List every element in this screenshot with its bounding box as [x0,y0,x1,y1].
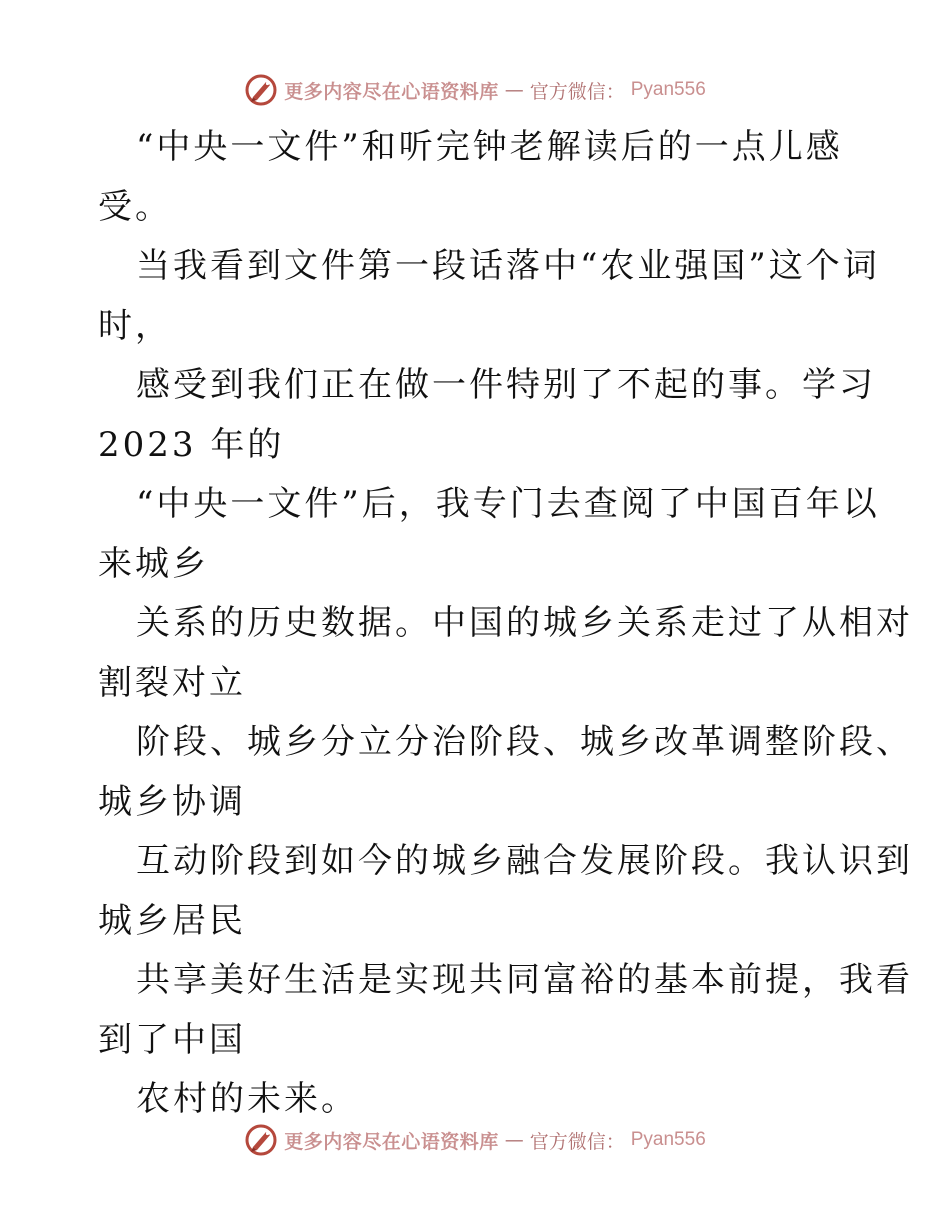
body-line-15: 共享美好生活是实现共同富裕的基本前提，我看 [136,960,913,1000]
body-line-4: 时， [98,305,172,346]
header-banner-inner [244,73,706,107]
footer-separator: — [504,1129,524,1151]
body-line-3: 当我看到文件第一段话落中“农业强国”这个词 [136,246,880,286]
body-line-6: 2023 年的 [98,424,285,465]
footer-wechat-label: 官方微信： [529,1130,625,1153]
header-wechat-label: 官方微信： [529,80,625,103]
body-line-5: 感受到我们正在做一件特别了不起的事。学习 [136,365,876,405]
footer-banner [0,1120,950,1160]
header-banner [0,70,950,110]
body-line-13: 互动阶段到如今的城乡融合发展阶段。我认识到 [136,841,913,881]
body-line-8: 来城乡 [98,543,209,584]
pen-logo-icon [244,73,278,107]
body-line-9: 关系的历史数据。中国的城乡关系走过了从相对 [136,603,913,643]
document-body [98,118,913,1130]
body-line-16: 到了中国 [98,1019,246,1060]
header-separator: — [504,79,524,101]
body-line-11: 阶段、城乡分立分治阶段、城乡改革调整阶段、 [136,722,913,762]
body-line-7: “中央一文件”后，我专门去查阅了中国百年以 [136,484,880,524]
footer-brand-text: 更多内容尽在心语资料库 [284,1130,499,1153]
footer-banner-inner [244,1123,706,1157]
body-line-12: 城乡协调 [98,781,246,822]
pen-logo-icon [244,1123,278,1157]
body-line-2: 受。 [98,186,172,227]
header-brand-text: 更多内容尽在心语资料库 [284,80,499,103]
header-wechat-id: Pyan556 [630,79,706,100]
body-line-10: 割裂对立 [98,662,246,703]
footer-wechat-id: Pyan556 [630,1129,706,1150]
body-line-17: 农村的未来。 [136,1079,358,1119]
body-line-14: 城乡居民 [98,900,246,941]
body-line-1: “中央一文件”和听完钟老解读后的一点儿感 [136,127,843,167]
